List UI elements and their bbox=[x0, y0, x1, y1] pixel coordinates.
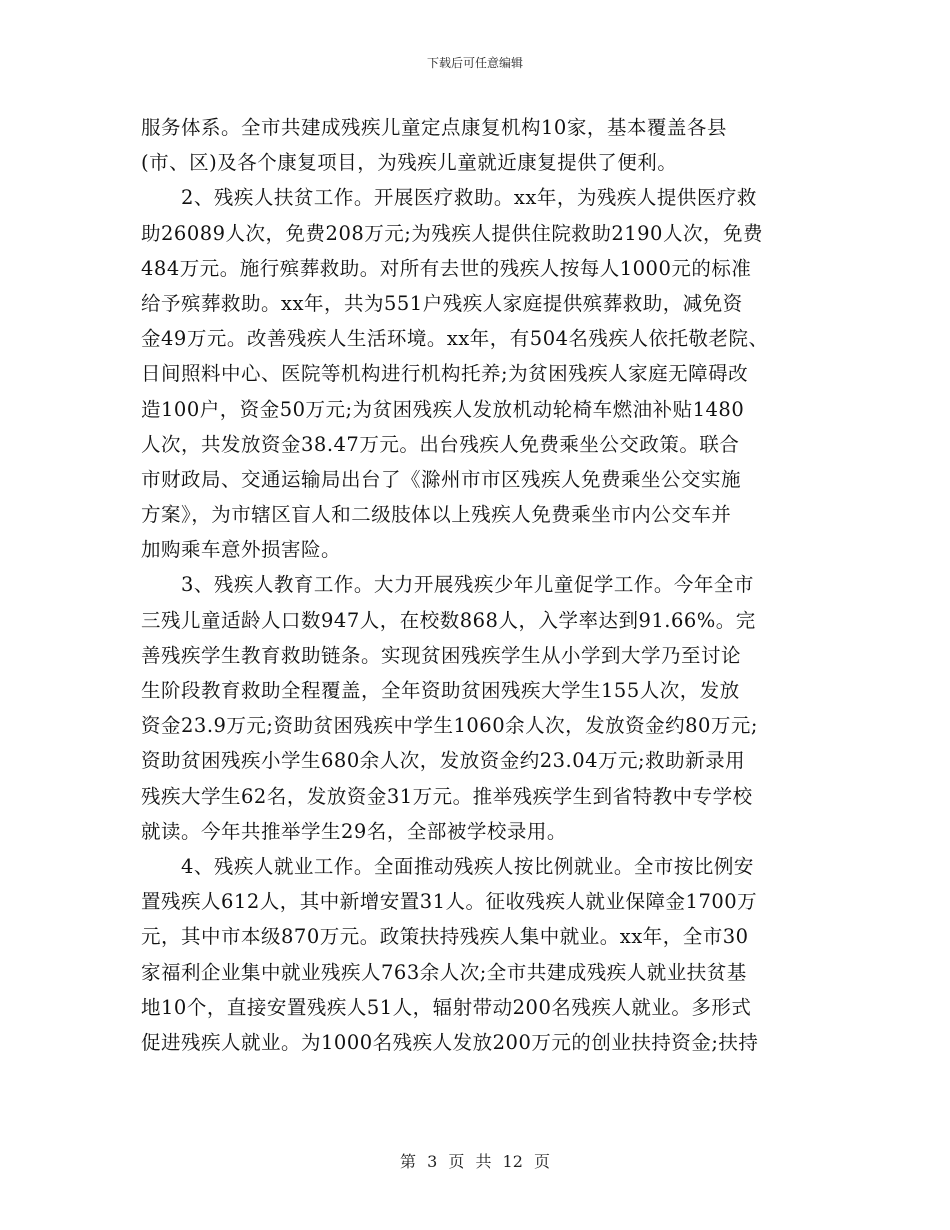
text-line: 金49万元。改善残疾人生活环境。xx年，有504名残疾人依托敬老院、 bbox=[141, 327, 769, 351]
text-line: 助26089人次，免费208万元;为残疾人提供住院救助2190人次，免费 bbox=[141, 221, 763, 245]
page-number-footer: 第 3 页 共 12 页 bbox=[400, 1152, 550, 1171]
text-line: 人次，共发放资金38.47万元。出台残疾人免费乘坐公交政策。联合 bbox=[141, 432, 740, 456]
text-line: 加购乘车意外损害险。 bbox=[141, 538, 342, 562]
text-line: 造100户，资金50万元;为贫困残疾人发放机动轮椅车燃油补贴1480 bbox=[141, 397, 745, 421]
text-line: (市、区)及各个康复项目，为残疾儿童就近康复提供了便利。 bbox=[141, 151, 678, 175]
text-line: 服务体系。全市共建成残疾儿童定点康复机构10家，基本覆盖各县 bbox=[141, 116, 727, 139]
text-line: 日间照料中心、医院等机构进行机构托养;为贫困残疾人家庭无障碍改 bbox=[141, 362, 749, 386]
text-line: 方案》，为市辖区盲人和二级肢体以上残疾人免费乘坐市内公交车并 bbox=[141, 503, 732, 527]
text-line: 市财政局、交通运输局出台了《滁州市市区残疾人免费乘坐公交实施 bbox=[141, 467, 742, 491]
text-line: 残疾大学生62名，发放资金31万元。推举残疾学生到省特教中专学校 bbox=[141, 784, 753, 808]
paragraph-start-line: 3、残疾人教育工作。大力开展残疾少年儿童促学工作。今年全市 bbox=[181, 573, 754, 597]
text-line: 就读。今年共推举学生29名，全部被学校录用。 bbox=[141, 819, 567, 843]
text-line: 置残疾人612人，其中新增安置31人。征收残疾人就业保障金1700万 bbox=[141, 890, 758, 914]
text-line: 元，其中市本级870万元。政策扶持残疾人集中就业。xx年，全市30 bbox=[141, 925, 749, 949]
page-header-note: 下载后可任意编辑 bbox=[426, 56, 523, 70]
text-line: 善残疾学生教育救助链条。实现贫困残疾学生从小学到大学乃至讨论 bbox=[141, 643, 742, 667]
body-text bbox=[141, 110, 819, 1060]
text-line: 促进残疾人就业。为1000名残疾人发放200万元的创业扶持资金;扶持 bbox=[141, 1030, 759, 1054]
text-line: 地10个，直接安置残疾人51人，辐射带动200名残疾人就业。多形式 bbox=[141, 995, 752, 1019]
text-line: 生阶段教育救助全程覆盖，全年资助贫困残疾大学生155人次，发放 bbox=[141, 679, 740, 702]
paragraph-start-line: 4、残疾人就业工作。全面推动残疾人按比例就业。全市按比例安 bbox=[181, 854, 754, 878]
text-line: 资助贫困残疾小学生680余人次，发放资金约23.04万元;救助新录用 bbox=[141, 749, 746, 773]
paragraph-start-line: 2、残疾人扶贫工作。开展医疗救助。xx年，为残疾人提供医疗救 bbox=[181, 186, 757, 210]
text-line: 资金23.9万元;资助贫困残疾中学生1060余人次，发放资金约80万元; bbox=[141, 714, 758, 738]
text-line: 三残儿童适龄人口数947人，在校数868人，入学率达到91.66%。完 bbox=[141, 608, 756, 632]
text-line: 给予殡葬救助。xx年，共为551户残疾人家庭提供殡葬救助，减免资 bbox=[141, 291, 743, 315]
text-line: 484万元。施行殡葬救助。对所有去世的残疾人按每人1000元的标准 bbox=[141, 256, 752, 280]
text-line: 家福利企业集中就业残疾人763余人次;全市共建成残疾人就业扶贫基 bbox=[141, 960, 747, 984]
